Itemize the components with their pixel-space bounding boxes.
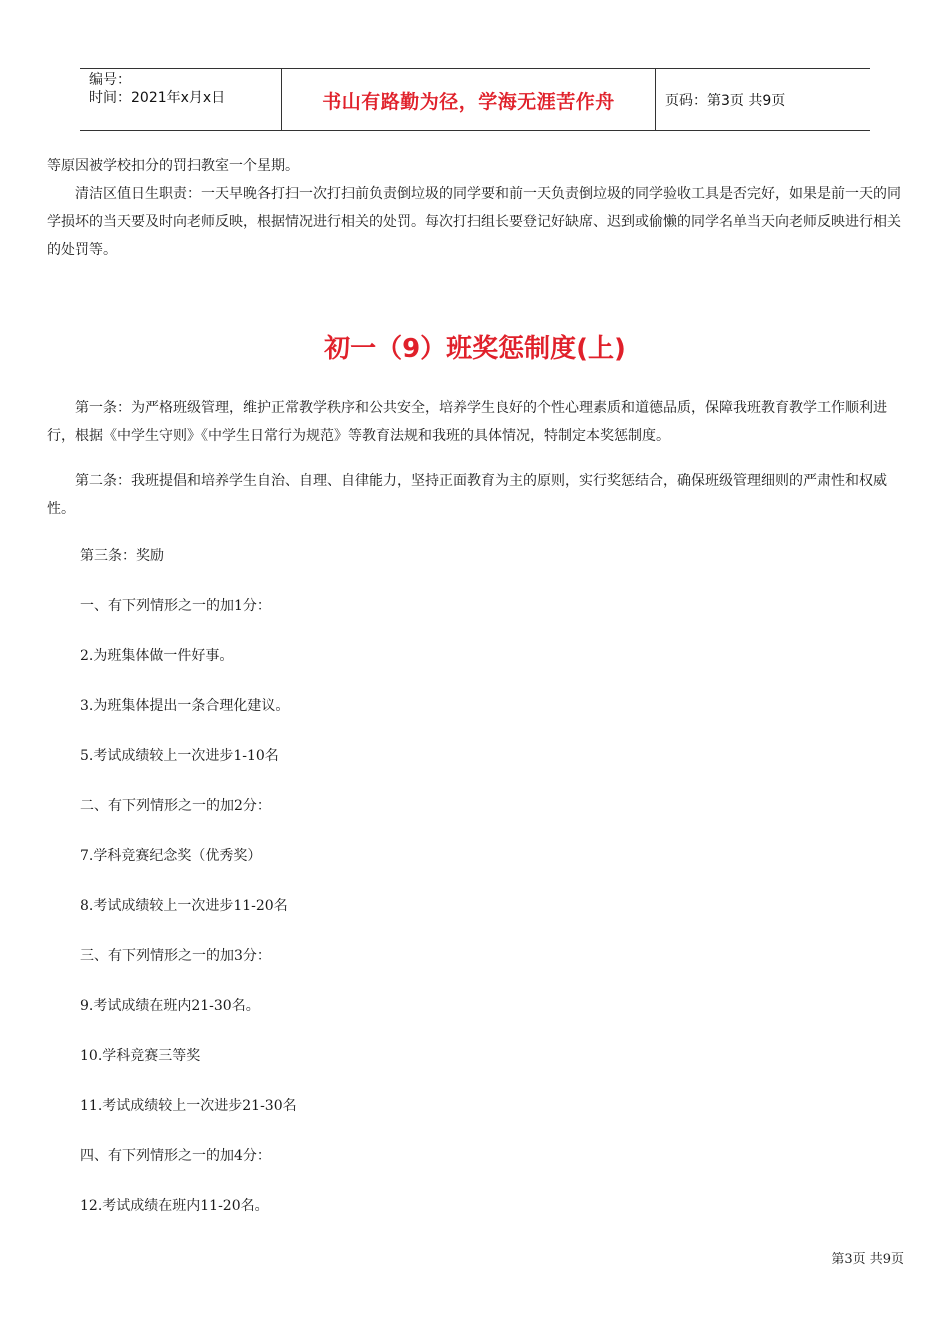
intro-paragraph-1: 等原因被学校扣分的罚扫教室一个星期。 — [47, 158, 299, 174]
number-label: 编号： — [89, 72, 131, 88]
header-motto: 书山有路勤为径，学海无涯苦作舟 — [322, 91, 615, 113]
list-item: 7.学科竞赛纪念奖（优秀奖） — [80, 848, 262, 864]
list-item: 5.考试成绩较上一次进步1-10名 — [80, 748, 279, 764]
page-footer: 第3页 共9页 — [831, 1252, 904, 1267]
list-item: 二、有下列情形之一的加2分： — [80, 798, 271, 814]
list-item: 12.考试成绩在班内11-20名。 — [80, 1198, 269, 1214]
list-item: 9.考试成绩在班内21-30名。 — [80, 998, 260, 1014]
header-meta-cell — [80, 69, 282, 130]
document-title: 初一（9）班奖惩制度(上) — [324, 334, 626, 364]
list-item: 3.为班集体提出一条合理化建议。 — [80, 698, 290, 714]
header-page-label: 页码：第3页 共9页 — [665, 93, 786, 109]
list-item: 三、有下列情形之一的加3分： — [80, 948, 271, 964]
article-1: 第一条：为严格班级管理，维护正常教学秩序和公共安全，培养学生良好的个性心理素质和道德品质，保障我班教育教学工作顺利进行，根据《中学生守则》《中学生日常行为规范》等教育法规和我班的具体情况，特制定本奖惩制度。 — [47, 400, 887, 444]
header-page-cell — [656, 69, 870, 130]
list-item: 四、有下列情形之一的加4分： — [80, 1148, 271, 1164]
intro-paragraph-2: 清洁区值日生职责：一天早晚各打扫一次打扫前负责倒垃圾的同学要和前一天负责倒垃圾的同学验收工具是否完好，如果是前一天的同学损坏的当天要及时向老师反映，根据情况进行相关的处罚。每次打扫组长要登记好缺席、迟到或偷懒的同学名单当天向老师反映进行相关的处罚等。 — [47, 186, 901, 258]
article-2: 第二条：我班提倡和培养学生自治、自理、自律能力，坚持正面教育为主的原则，实行奖惩结合，确保班级管理细则的严肃性和权威性。 — [47, 473, 887, 517]
list-item: 10.学科竞赛三等奖 — [80, 1048, 201, 1064]
list-item: 2.为班集体做一件好事。 — [80, 648, 234, 664]
list-item: 一、有下列情形之一的加1分： — [80, 598, 271, 614]
list-item: 8.考试成绩较上一次进步11-20名 — [80, 898, 288, 914]
header-motto-cell — [282, 69, 656, 130]
list-item: 第三条：奖励 — [80, 548, 164, 564]
page-header — [80, 68, 870, 131]
list-item: 11.考试成绩较上一次进步21-30名 — [80, 1098, 297, 1114]
date-label: 时间：2021年x月x日 — [89, 90, 226, 106]
